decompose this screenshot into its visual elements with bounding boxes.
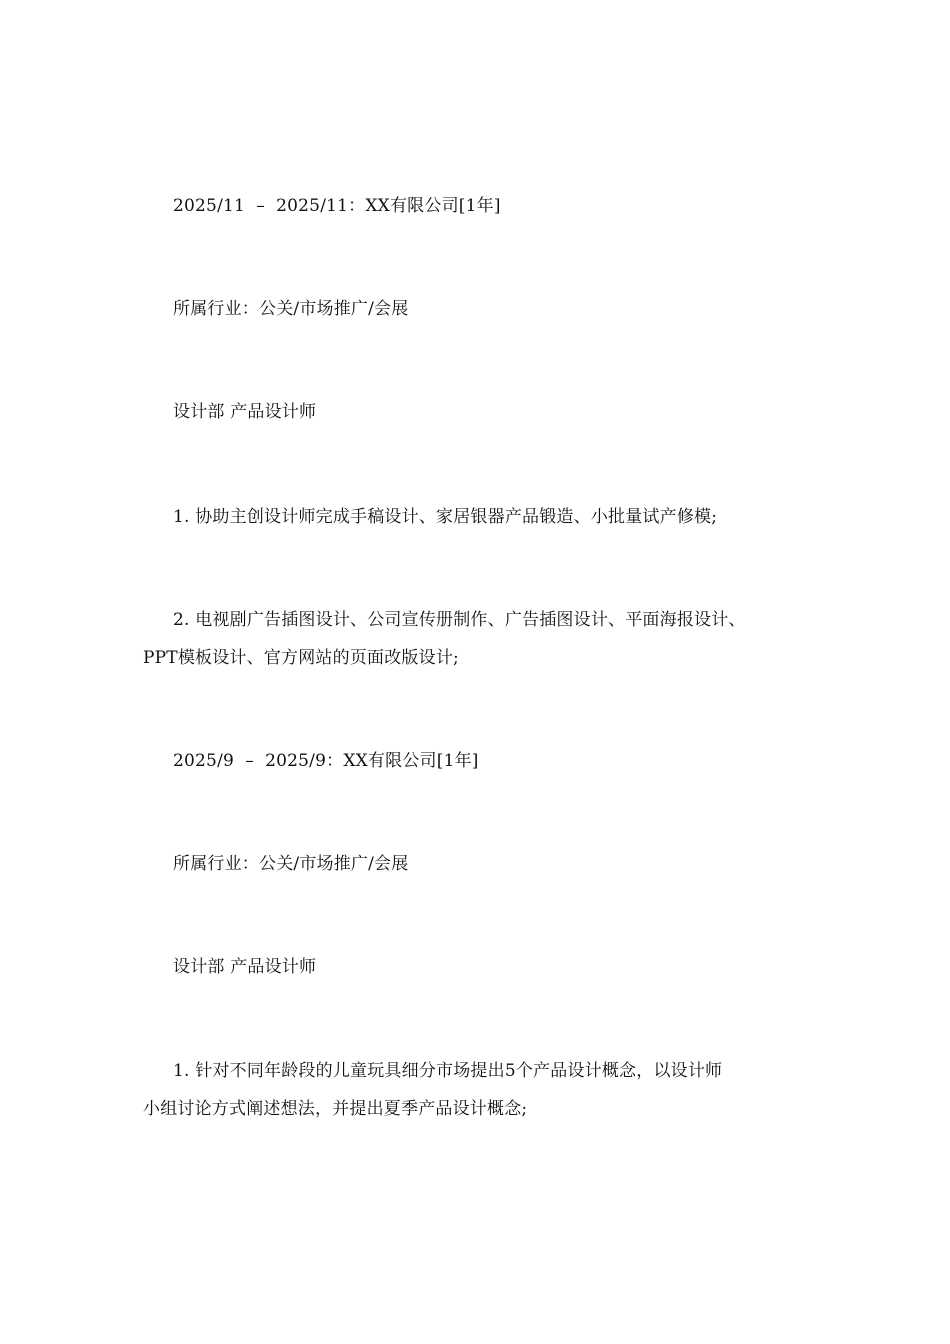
entry-2-duty-1-line-1: 1. 针对不同年龄段的儿童玩具细分市场提出5个产品设计概念，以设计师 — [173, 1061, 723, 1081]
entry-2-period: 2025/9 – 2025/9：XX有限公司[1年] — [173, 751, 479, 771]
entry-1-duty-1: 1. 协助主创设计师完成手稿设计、家居银器产品锻造、小批量试产修模; — [173, 507, 718, 527]
entry-1-duty-2-line-1: 2. 电视剧广告插图设计、公司宣传册制作、广告插图设计、平面海报设计、 — [173, 610, 746, 630]
entry-2-industry: 所属行业：公关/市场推广/会展 — [173, 854, 409, 874]
entry-1-duty-2-line-2: PPT模板设计、官方网站的页面改版设计; — [143, 648, 459, 668]
entry-1-industry: 所属行业：公关/市场推广/会展 — [173, 299, 409, 319]
entry-2-duty-1-line-2: 小组讨论方式阐述想法，并提出夏季产品设计概念; — [143, 1099, 528, 1119]
entry-1-position: 设计部 产品设计师 — [173, 402, 317, 422]
entry-1-period: 2025/11 – 2025/11：XX有限公司[1年] — [173, 196, 501, 216]
entry-2-position: 设计部 产品设计师 — [173, 957, 317, 977]
